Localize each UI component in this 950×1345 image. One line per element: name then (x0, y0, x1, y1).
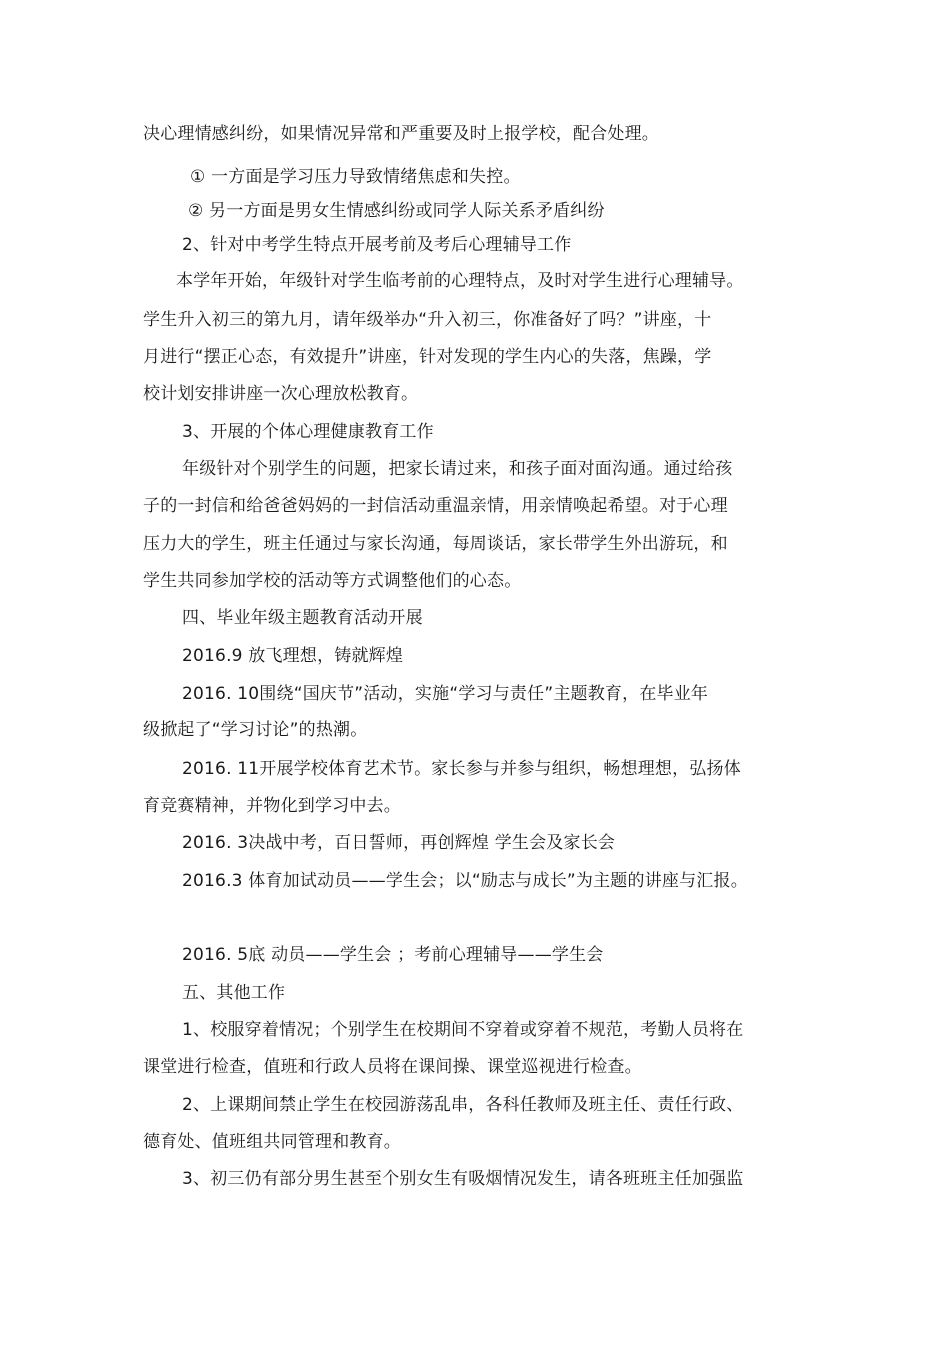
event-line: 2016.9 放飞理想，铸就辉煌 (182, 646, 404, 666)
paragraph-line: 级掀起了“学习讨论”的热潮。 (143, 720, 368, 740)
event-line: 2016. 5底 动员——学生会 ；考前心理辅导——学生会 (182, 945, 604, 965)
paragraph-line: 学生共同参加学校的活动等方式调整他们的心态。 (143, 571, 522, 591)
event-line: 2016. 11开展学校体育艺术节。家长参与并参与组织，畅想理想，弘扬体 (182, 759, 741, 779)
paragraph-line: 本学年开始，年级针对学生临考前的心理特点，及时对学生进行心理辅导。 (176, 271, 744, 291)
section-heading: 四、毕业年级主题教育活动开展 (182, 608, 423, 628)
paragraph-line: 德育处、值班组共同管理和教育。 (143, 1132, 401, 1152)
paragraph-line: 校计划安排讲座一次心理放松教育。 (143, 384, 419, 404)
section-heading: 3、开展的个体心理健康教育工作 (182, 422, 434, 442)
paragraph-line: 2、上课期间禁止学生在校园游荡乱串，各科任教师及班主任、责任行政、 (182, 1095, 744, 1115)
paragraph-line: 1、校服穿着情况；个别学生在校期间不穿着或穿着不规范，考勤人员将在 (182, 1020, 744, 1040)
paragraph-line: 3、初三仍有部分男生甚至个别女生有吸烟情况发生，请各班班主任加强监 (182, 1169, 744, 1189)
event-line: 2016. 10围绕“国庆节”活动，实施“学习与责任”主题教育，在毕业年 (182, 684, 709, 704)
paragraph-line: 学生升入初三的第九月，请年级举办“升入初三，你准备好了吗？”讲座，十 (143, 310, 712, 330)
event-line: 2016.3 体育加试动员——学生会；以“励志与成长”为主题的讲座与汇报。 (182, 871, 748, 891)
paragraph-line: 子的一封信和给爸爸妈妈的一封信活动重温亲情，用亲情唤起希望。对于心理 (143, 496, 728, 516)
section-heading: 五、其他工作 (182, 983, 286, 1003)
paragraph-line: 课堂进行检查，值班和行政人员将在课间操、课堂巡视进行检查。 (143, 1057, 642, 1077)
paragraph-line: 决心理情感纠纷，如果情况异常和严重要及时上报学校，配合处理。 (143, 124, 659, 144)
event-line: 2016. 3决战中考，百日誓师，再创辉煌 学生会及家长会 (182, 833, 616, 853)
paragraph-line: 月进行“摆正心态，有效提升”讲座，针对发现的学生内心的失落，焦躁，学 (143, 347, 712, 367)
paragraph-line: 育竞赛精神，并物化到学习中去。 (143, 796, 401, 816)
list-item: ② 另一方面是男女生情感纠纷或同学人际关系矛盾纠纷 (188, 201, 605, 221)
paragraph-line: 年级针对个别学生的问题，把家长请过来，和孩子面对面沟通。通过给孩 (182, 459, 733, 479)
list-item: ① 一方面是学习压力导致情绪焦虑和失控。 (190, 167, 521, 187)
section-heading: 2、针对中考学生特点开展考前及考后心理辅导工作 (182, 235, 572, 255)
paragraph-line: 压力大的学生，班主任通过与家长沟通，每周谈话，家长带学生外出游玩，和 (143, 534, 728, 554)
